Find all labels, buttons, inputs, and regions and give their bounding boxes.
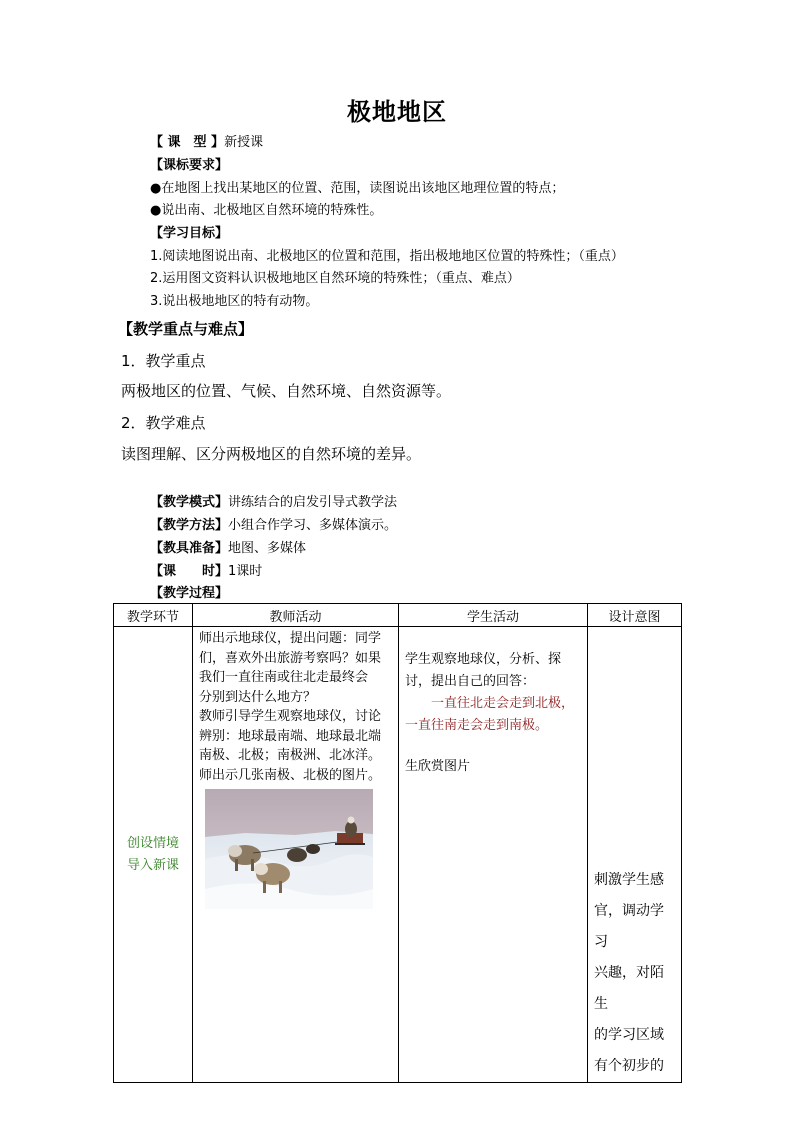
page-title: 极地地区 — [347, 98, 447, 126]
design-line: 有个初步的 — [594, 1058, 664, 1074]
teacher-cell — [193, 627, 399, 1083]
header-design: 设计意图 — [588, 604, 682, 627]
student-line: 讨，提出自己的回答： — [405, 674, 536, 689]
tools-label: 【教具准备】 — [150, 541, 229, 556]
objective-item-2: 2.运用图文资料认识极地地区自然环境的特殊性；（重点、难点） — [150, 271, 520, 286]
difficulty-text: 读图理解、区分两极地区的自然环境的差异。 — [121, 445, 422, 463]
hours-line — [150, 560, 262, 579]
student-cell — [399, 627, 588, 1083]
course-type-value: 新授课 — [224, 135, 264, 150]
design-line: 的学习区域 — [594, 1027, 664, 1043]
stage-line-1: 创设情境 — [126, 835, 179, 851]
header-stage: 教学环节 — [114, 604, 193, 627]
mode-label: 【教学模式】 — [150, 495, 229, 510]
stage-cell — [114, 627, 193, 1083]
key-point-text: 两极地区的位置、气候、自然环境、自然资源等。 — [121, 382, 452, 400]
teacher-line: 们，喜欢外出旅游考察吗？如果 — [199, 650, 382, 666]
method-label: 【教学方法】 — [150, 518, 229, 533]
standard-item-1: ●在地图上找出某地区的位置、范围，读图说出该地区地理位置的特点； — [150, 181, 565, 196]
student-answer-south: 一直往南走会走到南极。 — [405, 718, 549, 733]
method-line — [150, 514, 397, 533]
teacher-line: 师出示地球仪，提出问题：同学 — [199, 631, 382, 646]
design-line: 兴趣，对陌生 — [594, 965, 664, 1012]
mode-line — [150, 491, 397, 510]
process-label: 【教学过程】 — [150, 586, 229, 601]
course-type-line — [150, 131, 263, 150]
key-point-heading: 1．教学重点 — [121, 352, 206, 370]
objective-item-3: 3.说出极地地区的特有动物。 — [150, 294, 319, 309]
student-activity — [399, 627, 587, 778]
standard-label: 【课标要求】 — [150, 158, 229, 173]
student-answer-north: 一直往北走会走到北极， — [431, 696, 575, 711]
difficulty-heading: 2．教学难点 — [121, 414, 206, 432]
header-student: 学生活动 — [399, 604, 588, 627]
design-line: 刺激学生感 — [594, 872, 664, 888]
table-row — [114, 627, 682, 1083]
design-intent — [588, 627, 681, 1082]
teacher-activity — [193, 627, 398, 785]
mode-value: 讲练结合的启发引导式教学法 — [228, 495, 398, 510]
standard-item-2: ●说出南、北极地区自然环境的特殊性。 — [150, 203, 383, 218]
header-teacher: 教师活动 — [193, 604, 399, 627]
polar-sled-dogs-photo — [205, 789, 373, 909]
teacher-line: 南极、北极；南极洲、北冰洋。 — [199, 748, 382, 763]
teacher-line: 教师引导学生观察地球仪，讨论 — [199, 709, 382, 724]
focus-label: 【教学重点与难点】 — [118, 320, 254, 338]
hours-label: 【课 时】 — [150, 564, 229, 579]
lesson-process-table — [113, 603, 682, 1083]
design-cell — [588, 627, 682, 1083]
student-line: 学生观察地球仪，分析、探 — [405, 652, 562, 667]
teacher-line: 我们一直往南或往北走最终会 — [199, 670, 369, 685]
objective-item-1: 1.阅读地图说出南、北极地区的位置和范围，指出极地地区位置的特殊性；（重点） — [150, 249, 624, 264]
stage-line-2: 导入新课 — [126, 857, 179, 873]
tools-line — [150, 537, 306, 556]
objectives-label: 【学习目标】 — [150, 226, 229, 241]
design-line: 官，调动学习 — [594, 903, 664, 950]
hours-value: 1课时 — [228, 564, 263, 579]
teacher-line: 师出示几张南极、北极的图片。 — [199, 767, 382, 783]
teacher-line: 辨别：地球最南端、地球最北端 — [199, 728, 382, 744]
tools-value: 地图、多媒体 — [228, 541, 307, 556]
student-view-pictures: 生欣赏图片 — [405, 759, 471, 774]
table-header-row — [114, 604, 682, 627]
course-type-label: 【 课 型 】 — [150, 135, 225, 150]
method-value: 小组合作学习、多媒体演示。 — [228, 518, 398, 533]
teacher-line: 分别到达什么地方？ — [199, 689, 317, 705]
